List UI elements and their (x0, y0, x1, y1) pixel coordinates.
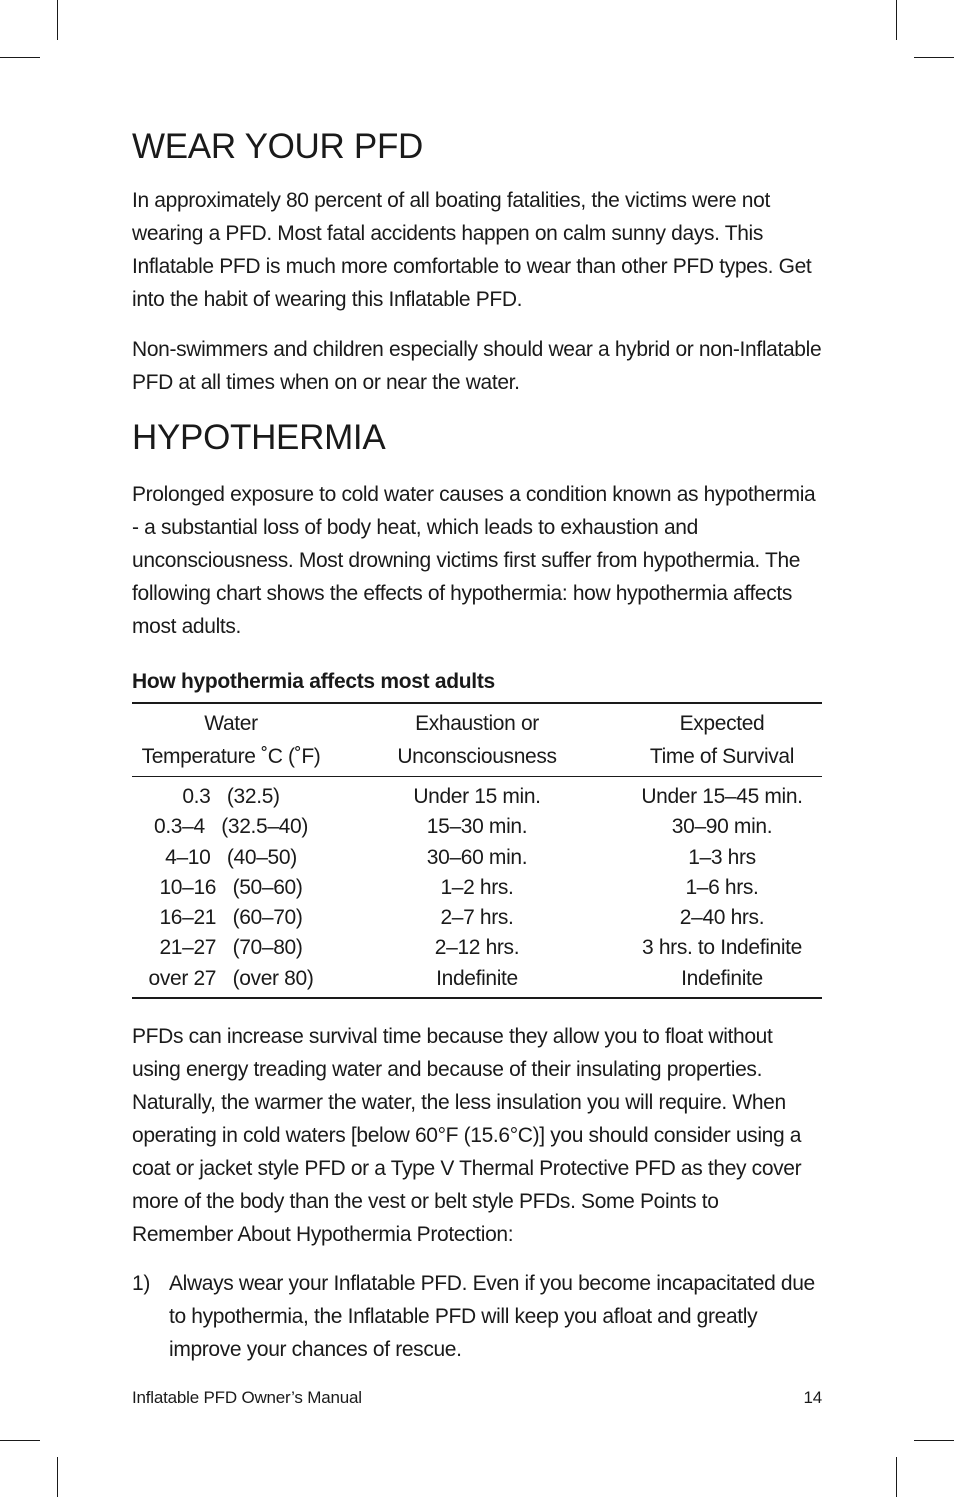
header-line: Exhaustion or (415, 712, 539, 735)
header-exhaustion (382, 707, 572, 773)
table-cell: 30–90 min. (671, 815, 773, 839)
crop-mark (57, 1457, 58, 1497)
paragraph-non-swimmers: Non-swimmers and children especially should wear a hybrid or non-Inflatable PFD at all times when on or near the water. (132, 338, 822, 394)
crop-mark (0, 57, 40, 58)
table-cell: 1–6 hrs. (685, 875, 759, 899)
table-cell: Under 15 min. (413, 785, 541, 808)
paragraph-hypothermia: Prolonged exposure to cold water causes a condition known as hypothermia - a substantial loss of body heat, which leads to exhaustion and unconsciousness. Most drowning victims first suffer from hypothermia. The following chart shows the effects of hypothermia: how hypothermia affects most adults. (132, 483, 816, 638)
header-line: Water (204, 712, 258, 735)
table-cell: Under 15–45 min. (641, 785, 803, 808)
table-cell: 4–10 (40–50) (165, 845, 297, 869)
header-line: Temperature ˚C (˚F) (141, 745, 321, 768)
crop-mark (57, 0, 58, 40)
table-cell: 15–30 min. (426, 815, 528, 839)
table-cell: 2–12 hrs. (434, 936, 520, 960)
crop-mark (914, 57, 954, 58)
header-line: Unconsciousness (397, 745, 557, 768)
column-water-temperature (132, 782, 330, 994)
heading-hypothermia: HYPOTHERMIA (132, 418, 386, 457)
column-exhaustion (382, 782, 572, 994)
table-cell: 0.3 (32.5) (182, 785, 280, 808)
crop-mark (896, 1457, 897, 1497)
crop-mark (0, 1440, 40, 1441)
list-number: 1) (132, 1272, 150, 1295)
table-cell: over 27 (over 80) (148, 966, 314, 990)
table-cell: Indefinite (436, 966, 518, 990)
table-cell: 1–2 hrs. (440, 875, 514, 899)
crop-mark (896, 0, 897, 40)
page-number: 14 (803, 1388, 822, 1407)
table-title: How hypothermia affects most adults (132, 670, 495, 693)
table-header-rule (132, 776, 822, 777)
table-cell: 21–27 (70–80) (159, 936, 303, 960)
table-cell: 1–3 hrs (688, 845, 756, 869)
table-cell: 10–16 (50–60) (159, 875, 303, 899)
table-cell: 3 hrs. to Indefinite (642, 936, 802, 960)
list-text: Always wear your Inflatable PFD. Even if you become incapacitated due to hypothermia, the Inflatable PFD will keep you afloat and greatly improve your chances of rescue. (169, 1272, 815, 1361)
heading-wear-your-pfd: WEAR YOUR PFD (132, 127, 424, 166)
table-cell: 0.3–4 (32.5–40) (153, 815, 308, 839)
header-line: Expected (679, 712, 765, 735)
header-survival-time (622, 707, 822, 773)
footer-title: Inflatable PFD Owner’s Manual (132, 1388, 362, 1407)
table-cell: Indefinite (681, 966, 763, 990)
table-bottom-rule (132, 997, 822, 999)
table-top-rule (132, 702, 822, 704)
paragraph-pfd-fatalities: In approximately 80 percent of all boating fatalities, the victims were not wearing a PFD. Most fatal accidents happen on calm sunny days. This Inflatable PFD is much more comfortable to wear than other PFD types. Get into the habit of wearing this Inflatable PFD. (132, 189, 812, 311)
crop-mark (914, 1440, 954, 1441)
header-line: Time of Survival (649, 745, 795, 768)
paragraph-pfd-survival: PFDs can increase survival time because they allow you to float without using energy treading water and because of their insulating properties. Naturally, the warmer the water, the less insulation you will require. When operating in cold waters [below 60°F (15.6°C)] you should consider using a coat or jacket style PFD or a Type V Thermal Protective PFD as they cover more of the body than the vest or belt style PFDs. Some Points to Remember About Hypothermia Protection: (132, 1025, 802, 1246)
column-survival-time (622, 782, 822, 994)
table-cell: 2–7 hrs. (440, 906, 514, 930)
header-water-temperature (132, 707, 330, 773)
table-cell: 30–60 min. (426, 845, 528, 869)
table-cell: 16–21 (60–70) (159, 906, 303, 930)
table-cell: 2–40 hrs. (679, 906, 765, 930)
